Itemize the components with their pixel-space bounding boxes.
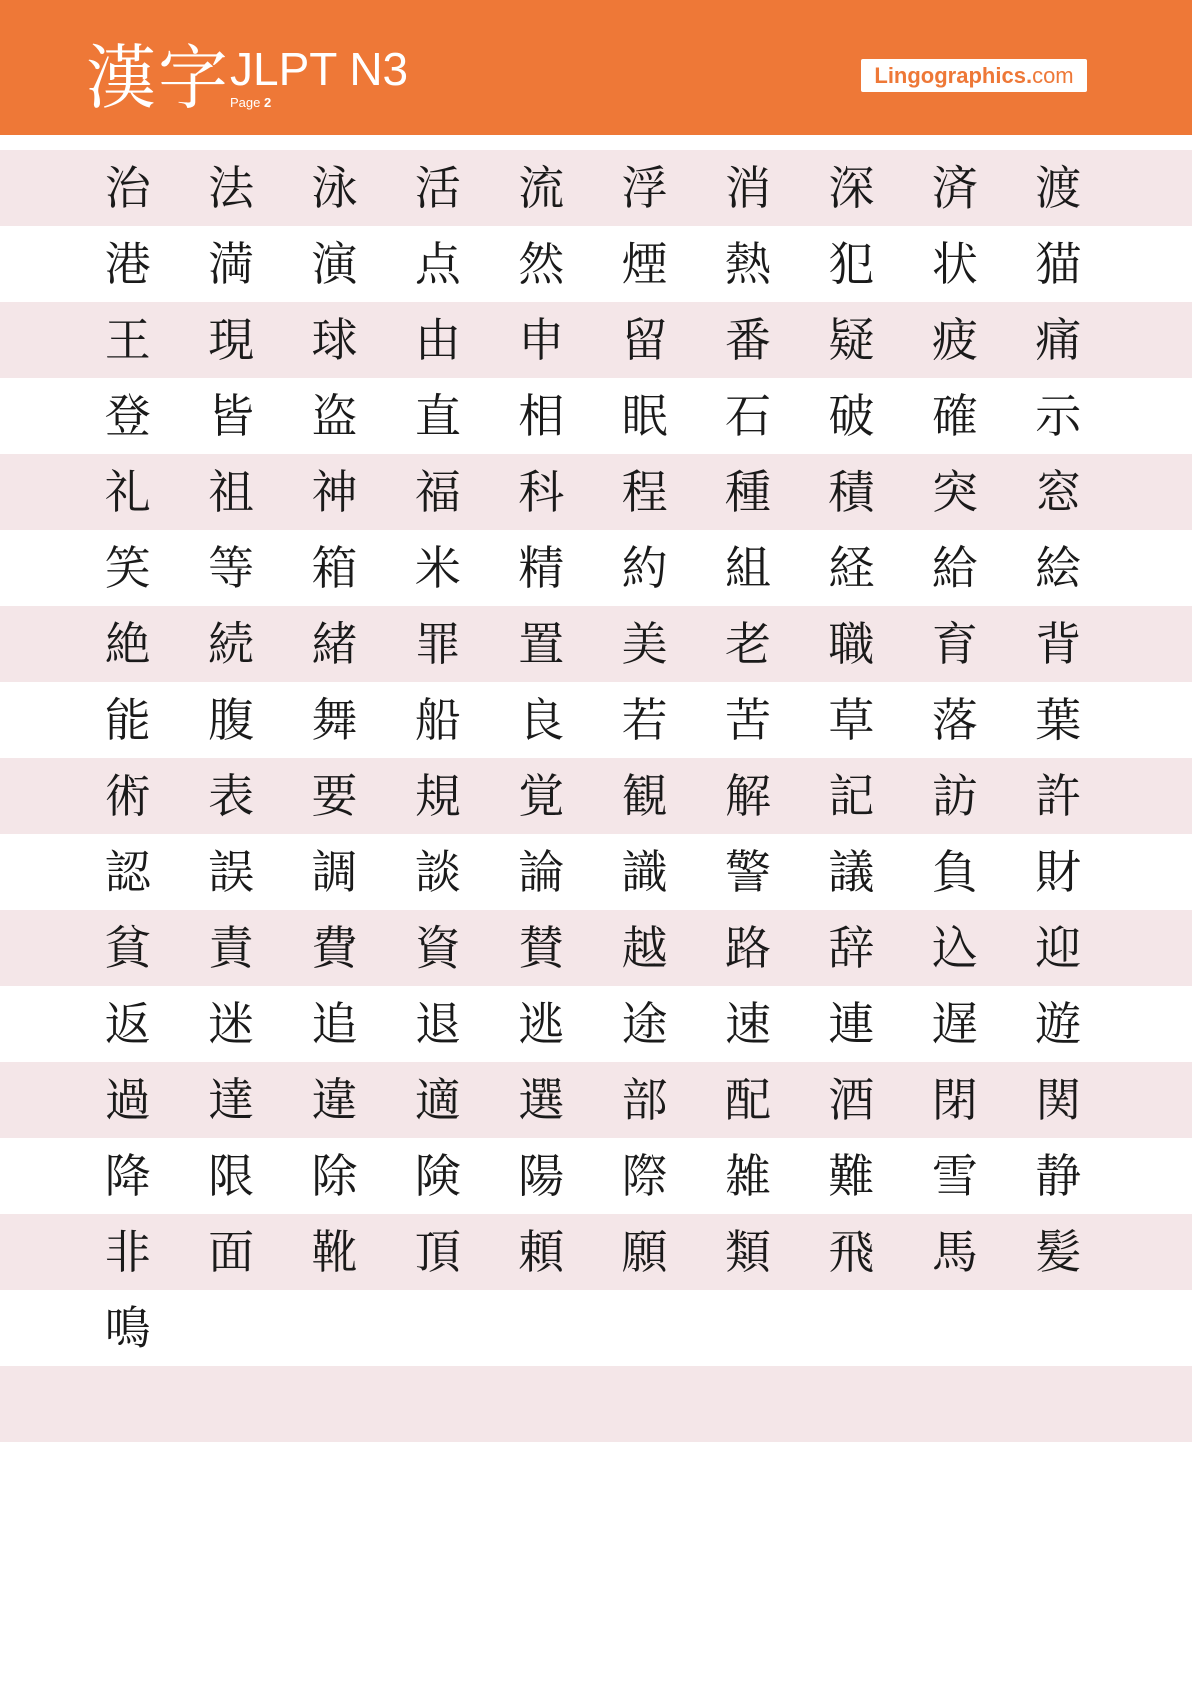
kanji-cell: 申 <box>518 313 565 367</box>
kanji-cell: 番 <box>725 313 772 367</box>
kanji-cell: 盗 <box>311 389 358 443</box>
kanji-cell: 費 <box>311 921 358 975</box>
kanji-cell: 認 <box>104 845 151 899</box>
kanji-row <box>0 834 1192 910</box>
kanji-cell: 際 <box>621 1149 668 1203</box>
kanji-cell: 示 <box>1035 389 1082 443</box>
kanji-cell: 苦 <box>725 693 772 747</box>
kanji-cell: 留 <box>621 313 668 367</box>
kanji-cell <box>283 1366 386 1442</box>
kanji-cell: 舞 <box>311 693 358 747</box>
kanji-cell <box>490 1366 593 1442</box>
kanji-cell: 遊 <box>1035 997 1082 1051</box>
kanji-cell: 達 <box>208 1073 255 1127</box>
kanji-row <box>0 682 1192 758</box>
kanji-cell: 渡 <box>1035 161 1082 215</box>
page-header <box>0 0 1192 135</box>
kanji-cell: 越 <box>621 921 668 975</box>
kanji-cell: 職 <box>828 617 875 671</box>
kanji-cell: 賛 <box>518 921 565 975</box>
kanji-cell: 靴 <box>311 1225 358 1279</box>
kanji-row <box>0 1290 1192 1366</box>
kanji-cell: 由 <box>414 313 461 367</box>
kanji-cell: 破 <box>828 389 875 443</box>
kanji-cell: 石 <box>725 389 772 443</box>
kanji-cell <box>593 1290 696 1366</box>
kanji-cell: 許 <box>1035 769 1082 823</box>
kanji-cell: 部 <box>621 1073 668 1127</box>
kanji-cell: 違 <box>311 1073 358 1127</box>
kanji-cell <box>179 1366 282 1442</box>
kanji-cell: 雪 <box>931 1149 978 1203</box>
kanji-cell: 精 <box>518 541 565 595</box>
kanji-cell: 箱 <box>311 541 358 595</box>
kanji-cell: 酒 <box>828 1073 875 1127</box>
kanji-row <box>0 150 1192 226</box>
kanji-cell: 港 <box>104 237 151 291</box>
kanji-cell: 馬 <box>931 1225 978 1279</box>
kanji-cell: 雑 <box>725 1149 772 1203</box>
kanji-row <box>0 910 1192 986</box>
kanji-cell: 福 <box>414 465 461 519</box>
kanji-cell: 談 <box>414 845 461 899</box>
kanji-cell: 登 <box>104 389 151 443</box>
kanji-cell: 米 <box>414 541 461 595</box>
kanji-cell: 迎 <box>1035 921 1082 975</box>
kanji-cell: 警 <box>725 845 772 899</box>
kanji-cell: 遅 <box>931 997 978 1051</box>
kanji-cell: 猫 <box>1035 237 1082 291</box>
kanji-cell: 程 <box>621 465 668 519</box>
kanji-cell: 現 <box>208 313 255 367</box>
kanji-cell <box>696 1290 799 1366</box>
kanji-cell: 識 <box>621 845 668 899</box>
kanji-cell: 腹 <box>208 693 255 747</box>
kanji-cell: 適 <box>414 1073 461 1127</box>
logo-tld-text: com <box>1032 63 1074 88</box>
kanji-cell: 類 <box>725 1225 772 1279</box>
kanji-cell: 背 <box>1035 617 1082 671</box>
kanji-cell: 泳 <box>311 161 358 215</box>
kanji-cell <box>386 1290 489 1366</box>
kanji-cell: 配 <box>725 1073 772 1127</box>
kanji-cell: 点 <box>414 237 461 291</box>
kanji-cell: 老 <box>725 617 772 671</box>
kanji-cell: 飛 <box>828 1225 875 1279</box>
kanji-cell: 込 <box>931 921 978 975</box>
kanji-cell: 表 <box>208 769 255 823</box>
page-prefix: Page <box>230 95 261 110</box>
kanji-cell: 王 <box>104 313 151 367</box>
kanji-cell: 資 <box>414 921 461 975</box>
kanji-cell: 相 <box>518 389 565 443</box>
kanji-cell: 迷 <box>208 997 255 1051</box>
kanji-cell: 途 <box>621 997 668 1051</box>
kanji-cell: 記 <box>828 769 875 823</box>
kanji-row <box>0 530 1192 606</box>
kanji-row <box>0 758 1192 834</box>
kanji-cell: 直 <box>414 389 461 443</box>
kanji-cell: 育 <box>931 617 978 671</box>
kanji-cell <box>696 1366 799 1442</box>
kanji-cell: 頼 <box>518 1225 565 1279</box>
kanji-cell <box>179 1290 282 1366</box>
kanji-cell: 過 <box>104 1073 151 1127</box>
kanji-cell: 議 <box>828 845 875 899</box>
page-number: 2 <box>264 95 272 110</box>
kanji-cell: 緒 <box>311 617 358 671</box>
kanji-cell: 貧 <box>104 921 151 975</box>
kanji-cell: 返 <box>104 997 151 1051</box>
kanji-cell: 種 <box>725 465 772 519</box>
kanji-cell: 続 <box>208 617 255 671</box>
kanji-grid <box>0 150 1192 1442</box>
kanji-cell: 難 <box>828 1149 875 1203</box>
kanji-cell: 能 <box>104 693 151 747</box>
kanji-cell: 面 <box>208 1225 255 1279</box>
kanji-cell: 神 <box>311 465 358 519</box>
kanji-cell: 退 <box>414 997 461 1051</box>
kanji-cell: 絵 <box>1035 541 1082 595</box>
kanji-cell: 絶 <box>104 617 151 671</box>
kanji-cell: 眠 <box>621 389 668 443</box>
kanji-cell: 論 <box>518 845 565 899</box>
kanji-cell: 犯 <box>828 237 875 291</box>
kanji-cell: 疑 <box>828 313 875 367</box>
kanji-cell: 険 <box>414 1149 461 1203</box>
kanji-cell: 誤 <box>208 845 255 899</box>
kanji-cell: 置 <box>518 617 565 671</box>
kanji-cell: 路 <box>725 921 772 975</box>
kanji-cell: 痛 <box>1035 313 1082 367</box>
logo-main-text: Lingographics <box>874 63 1026 88</box>
kanji-cell <box>386 1366 489 1442</box>
kanji-cell: 追 <box>311 997 358 1051</box>
kanji-cell: 鳴 <box>104 1301 151 1355</box>
kanji-cell: 流 <box>518 161 565 215</box>
kanji-cell: 解 <box>725 769 772 823</box>
kanji-cell: 逃 <box>518 997 565 1051</box>
lingographics-logo[interactable] <box>861 59 1087 92</box>
kanji-cell: 笑 <box>104 541 151 595</box>
title-kanji: 漢字 <box>86 37 230 119</box>
kanji-cell: 浮 <box>621 161 668 215</box>
kanji-row <box>0 986 1192 1062</box>
kanji-cell: 船 <box>414 693 461 747</box>
kanji-cell: 閉 <box>931 1073 978 1127</box>
kanji-cell: 負 <box>931 845 978 899</box>
kanji-cell: 満 <box>208 237 255 291</box>
kanji-cell <box>283 1290 386 1366</box>
kanji-cell <box>1007 1366 1110 1442</box>
kanji-cell: 関 <box>1035 1073 1082 1127</box>
kanji-cell: 熱 <box>725 237 772 291</box>
kanji-row <box>0 226 1192 302</box>
kanji-cell: 術 <box>104 769 151 823</box>
kanji-cell: 窓 <box>1035 465 1082 519</box>
kanji-cell: 葉 <box>1035 693 1082 747</box>
title-level: JLPT N3 <box>230 43 409 95</box>
kanji-cell <box>490 1290 593 1366</box>
kanji-cell: 非 <box>104 1225 151 1279</box>
kanji-row <box>0 378 1192 454</box>
kanji-cell: 限 <box>208 1149 255 1203</box>
kanji-cell: 煙 <box>621 237 668 291</box>
kanji-cell: 財 <box>1035 845 1082 899</box>
kanji-cell: 科 <box>518 465 565 519</box>
kanji-cell: 選 <box>518 1073 565 1127</box>
kanji-cell: 訪 <box>931 769 978 823</box>
page-number-label <box>230 95 271 111</box>
kanji-row <box>0 1062 1192 1138</box>
kanji-cell <box>800 1290 903 1366</box>
kanji-row <box>0 1214 1192 1290</box>
kanji-cell: 責 <box>208 921 255 975</box>
kanji-cell: 草 <box>828 693 875 747</box>
kanji-cell: 疲 <box>931 313 978 367</box>
kanji-cell: 等 <box>208 541 255 595</box>
kanji-cell <box>76 1366 179 1442</box>
kanji-row <box>0 302 1192 378</box>
kanji-cell: 礼 <box>104 465 151 519</box>
kanji-cell: 落 <box>931 693 978 747</box>
kanji-cell: 要 <box>311 769 358 823</box>
kanji-cell: 給 <box>931 541 978 595</box>
kanji-cell: 消 <box>725 161 772 215</box>
kanji-cell: 治 <box>104 161 151 215</box>
kanji-cell: 辞 <box>828 921 875 975</box>
kanji-row <box>0 454 1192 530</box>
kanji-cell: 演 <box>311 237 358 291</box>
kanji-row <box>0 606 1192 682</box>
kanji-cell: 若 <box>621 693 668 747</box>
kanji-cell: 状 <box>931 237 978 291</box>
kanji-cell: 頂 <box>414 1225 461 1279</box>
kanji-row <box>0 1138 1192 1214</box>
kanji-cell <box>593 1366 696 1442</box>
kanji-row <box>0 1366 1192 1442</box>
kanji-cell: 規 <box>414 769 461 823</box>
kanji-cell: 法 <box>208 161 255 215</box>
kanji-cell: 組 <box>725 541 772 595</box>
kanji-cell: 罪 <box>414 617 461 671</box>
kanji-cell: 除 <box>311 1149 358 1203</box>
kanji-cell <box>800 1366 903 1442</box>
kanji-cell: 祖 <box>208 465 255 519</box>
kanji-cell: 調 <box>311 845 358 899</box>
kanji-cell: 然 <box>518 237 565 291</box>
kanji-cell: 皆 <box>208 389 255 443</box>
kanji-cell: 経 <box>828 541 875 595</box>
kanji-cell: 約 <box>621 541 668 595</box>
kanji-cell: 降 <box>104 1149 151 1203</box>
kanji-cell <box>903 1366 1006 1442</box>
kanji-cell: 美 <box>621 617 668 671</box>
kanji-cell: 静 <box>1035 1149 1082 1203</box>
kanji-cell: 覚 <box>518 769 565 823</box>
kanji-cell: 観 <box>621 769 668 823</box>
kanji-cell: 突 <box>931 465 978 519</box>
kanji-cell: 積 <box>828 465 875 519</box>
kanji-cell: 良 <box>518 693 565 747</box>
kanji-cell: 速 <box>725 997 772 1051</box>
kanji-cell <box>1007 1290 1110 1366</box>
logo-dot: . <box>1025 63 1033 88</box>
kanji-cell: 活 <box>414 161 461 215</box>
kanji-cell: 深 <box>828 161 875 215</box>
kanji-cell: 済 <box>931 161 978 215</box>
kanji-cell: 髪 <box>1035 1225 1082 1279</box>
kanji-cell: 確 <box>931 389 978 443</box>
kanji-cell: 連 <box>828 997 875 1051</box>
kanji-cell: 球 <box>311 313 358 367</box>
kanji-cell: 願 <box>621 1225 668 1279</box>
kanji-cell: 陽 <box>518 1149 565 1203</box>
kanji-cell <box>903 1290 1006 1366</box>
